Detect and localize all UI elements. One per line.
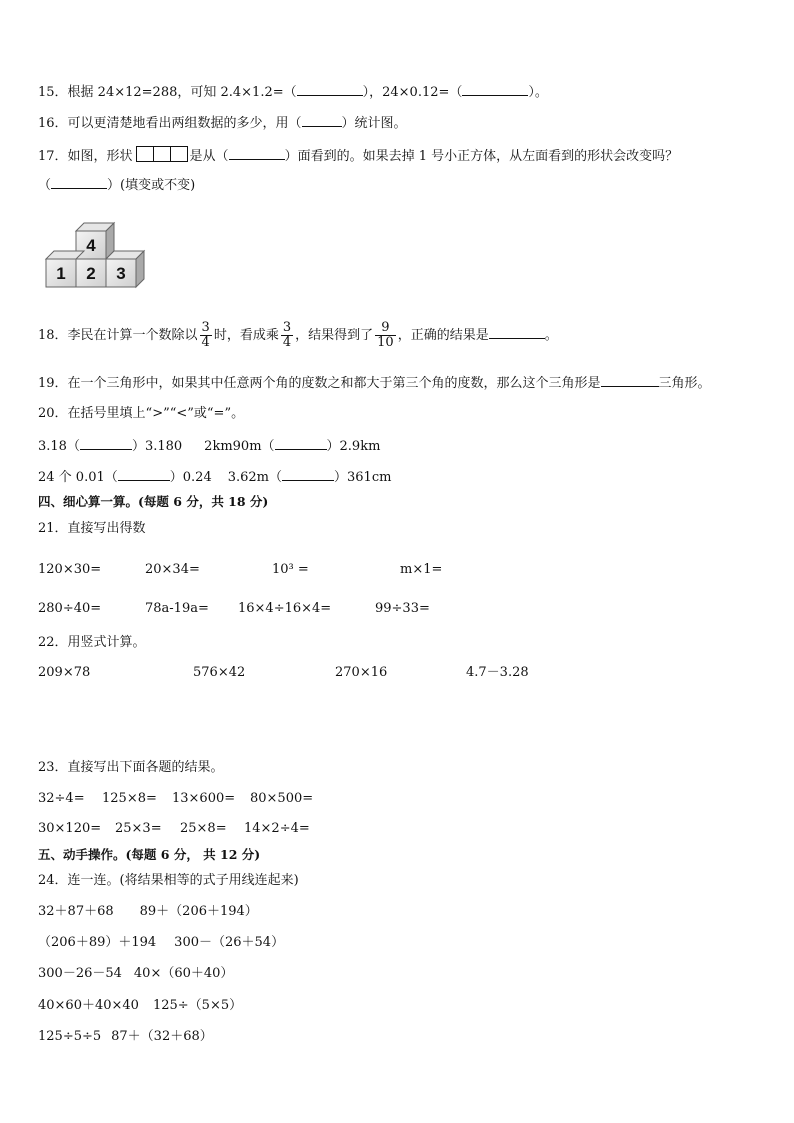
match-row: [38, 997, 242, 1015]
calc-item: 99÷33=: [375, 601, 430, 616]
question-17-line2: （ ）(填变或不变): [38, 178, 196, 193]
calc-item: 10³ =: [272, 562, 309, 577]
question-19: 19．在一个三角形中，如果其中任意两个角的度数之和都大于第三个角的度数，那么这个三角形是 三角形。: [38, 376, 711, 391]
question-24-title: 24．连一连。(将结果相等的式子用线连起来): [38, 873, 299, 888]
calc-item: 30×120=: [38, 821, 102, 836]
calc-item: 209×78: [38, 665, 91, 680]
question-20-row2: 24 个 0.01（ ）0.24 3.62m（ ）361cm: [38, 470, 392, 485]
calc-item: 32÷4=: [38, 791, 85, 806]
svg-text:2: 2: [86, 264, 96, 283]
question-18: 18．李民在计算一个数除以 $\frac{3}{4}$ 时，看成乘 $\frac{3}{4}$ ，结果得到了 $\frac{9}{10}$ ，正确的结果是 。: [38, 320, 558, 350]
calc-item: 280÷40=: [38, 601, 102, 616]
answer-blank[interactable]: [462, 83, 528, 96]
match-right[interactable]: 89＋（206＋194）: [139, 904, 258, 919]
match-right[interactable]: 40×（60＋40）: [133, 966, 234, 981]
match-left[interactable]: 40×60＋40×40: [38, 998, 139, 1013]
svg-text:1: 1: [56, 264, 66, 283]
question-21-title: 21．直接写出得数: [38, 521, 146, 536]
match-row: [38, 1028, 213, 1046]
fraction: $\frac{3}{4}$: [282, 320, 292, 350]
calc-item: m×1=: [400, 562, 443, 577]
calc-item: 14×2÷4=: [244, 821, 310, 836]
question-15: 15．根据 24×12=288，可知 2.4×1.2=（ ），24×0.12=（ ）。: [38, 85, 548, 100]
question-23-title: 23．直接写出下面各题的结果。: [38, 760, 224, 775]
calc-item: 16×4÷16×4=: [238, 601, 332, 616]
fraction: $\frac{3}{4}$: [201, 320, 210, 350]
answer-blank[interactable]: [302, 114, 342, 127]
section-4-heading: 四、细心算一算。(每题 6 分，共 18 分): [38, 494, 269, 509]
svg-text:4: 4: [86, 236, 96, 255]
match-left[interactable]: 32＋87＋68: [38, 904, 114, 919]
answer-blank[interactable]: [297, 83, 363, 96]
cube-figure: [44, 220, 148, 292]
match-right[interactable]: 87＋（32＋68）: [111, 1029, 213, 1044]
match-right[interactable]: 300－（26＋54）: [174, 935, 285, 950]
calc-item: 20×34=: [145, 562, 200, 577]
question-20-row1: 3.18（ ）3.180 2km90m（ ）2.9km: [38, 439, 381, 454]
match-left[interactable]: 125÷5÷5: [38, 1029, 102, 1044]
question-16: 16．可以更清楚地看出两组数据的多少，用（ ）统计图。: [38, 116, 407, 131]
answer-blank[interactable]: [118, 468, 170, 481]
answer-blank[interactable]: [229, 147, 285, 160]
three-squares-shape: [137, 146, 188, 166]
match-left[interactable]: 300－26－54: [38, 966, 122, 981]
calc-item: 25×3=: [115, 821, 162, 836]
section-5-heading: 五、动手操作。(每题 6 分， 共 12 分): [38, 847, 261, 862]
calc-item: 270×16: [335, 665, 388, 680]
question-17: 17．如图，形状 是从（ ）面看到的。如果去掉 1 号小正方体，从左面看到的形状会改变吗？: [38, 146, 678, 166]
calc-item: 25×8=: [180, 821, 227, 836]
cube-1: [46, 259, 76, 287]
answer-blank[interactable]: [80, 437, 132, 450]
svg-text:3: 3: [116, 264, 126, 283]
fraction: $\frac{9}{10}$: [377, 320, 394, 350]
calc-item: 120×30=: [38, 562, 102, 577]
cube-3: [106, 259, 136, 287]
match-row: [38, 965, 233, 983]
calc-item: 125×8=: [102, 791, 157, 806]
answer-blank[interactable]: [51, 176, 107, 189]
match-right[interactable]: 125÷（5×5）: [152, 998, 243, 1013]
match-row: [38, 934, 284, 952]
answer-blank[interactable]: [275, 437, 327, 450]
cube-2: [76, 259, 106, 287]
calc-item: 80×500=: [250, 791, 314, 806]
question-20-title: 20．在括号里填上“>”“<”或“=”。: [38, 406, 245, 421]
calc-item: 13×600=: [172, 791, 236, 806]
answer-blank[interactable]: [489, 326, 545, 339]
question-22-title: 22．用竖式计算。: [38, 635, 146, 650]
calc-item: 4.7－3.28: [466, 665, 529, 680]
match-row: [38, 903, 258, 921]
calc-item: 576×42: [193, 665, 246, 680]
answer-blank[interactable]: [601, 374, 659, 387]
calc-item: 78a-19a=: [145, 601, 209, 616]
answer-blank[interactable]: [282, 468, 334, 481]
match-left[interactable]: （206＋89）＋194: [38, 935, 157, 950]
